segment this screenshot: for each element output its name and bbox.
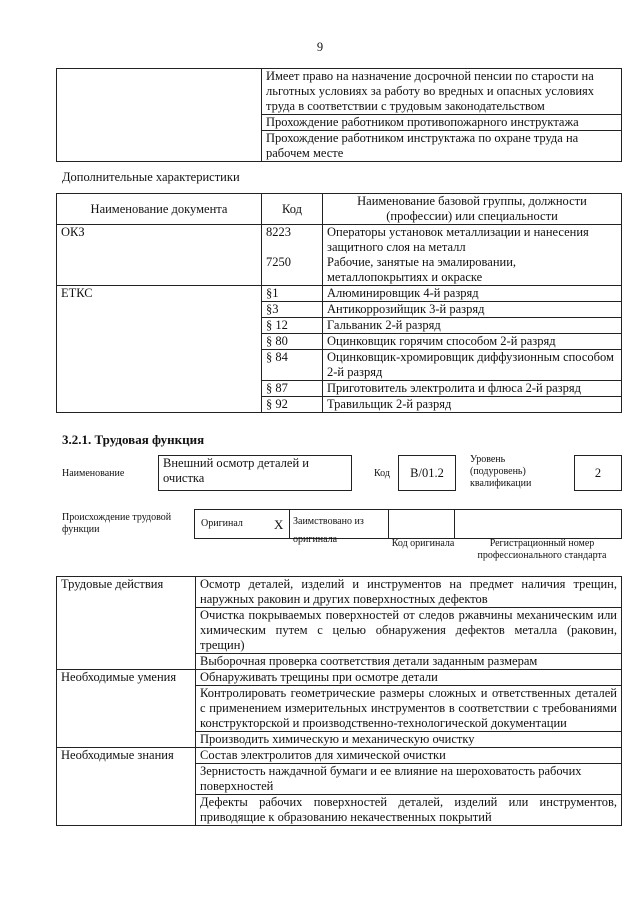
reg-number-caption: Регистрационный номер профессионального стандарта <box>477 538 607 561</box>
top-table-row: Имеет право на назначение досрочной пенсии по старости на льготных условиях за работу во вредных и опасных условиях труда в соответствии с трудовым законодательством <box>262 69 622 115</box>
extra-title: Дополнительные характеристики <box>62 170 240 184</box>
extra-header-code: Код <box>262 194 323 225</box>
reg-number-box <box>454 509 622 539</box>
code-original-box <box>388 509 455 539</box>
name-label: Наименование <box>62 468 125 479</box>
details-table <box>56 576 622 826</box>
details-group-label: Необходимые умения <box>57 670 196 748</box>
etks-name: Антикоррозийщик 3-й разряд <box>323 302 622 318</box>
code-original-caption: Код оригинала <box>391 538 455 549</box>
okz-names <box>323 225 622 286</box>
origin-label: Происхождение трудовой функции <box>62 512 172 535</box>
okz-name: Рабочие, занятые на эмалировании, металлопокрытиях и окраске <box>327 255 517 284</box>
details-item: Выборочная проверка соответствия детали заданным размерам <box>196 654 622 670</box>
extra-header-name: Наименование базовой группы, должности (профессии) или специальности <box>323 194 622 225</box>
function-heading: 3.2.1. Трудовая функция <box>62 432 205 447</box>
borrowed-label: Заимствовано из оригинала <box>293 516 364 545</box>
okz-codes <box>262 225 323 286</box>
function-code: В/01.2 <box>398 455 456 491</box>
top-table-empty-cell <box>57 69 262 162</box>
etks-name: Оцинковщик-хромировщик диффузионным способом 2-й разряд <box>323 350 622 381</box>
etks-code: §3 <box>262 302 323 318</box>
etks-code: § 92 <box>262 397 323 413</box>
level-label: Уровень (подуровень) квалификации <box>470 454 532 489</box>
page-number: 9 <box>316 40 324 54</box>
details-item: Очистка покрываемых поверхностей от следов ржавчины механическим или химическим путем с целью обнаружения дефектов металла (раковин, трещин) <box>196 608 622 654</box>
function-name: Внешний осмотр деталей и очистка <box>158 455 352 491</box>
details-item: Осмотр деталей, изделий и инструментов на предмет наличия трещин, наружных раковин и других поверхностных дефектов <box>196 577 622 608</box>
borrowed-box <box>289 509 389 545</box>
details-item: Обнаруживать трещины при осмотре детали <box>196 670 622 686</box>
extra-header-doc: Наименование документа <box>57 194 262 225</box>
details-item: Дефекты рабочих поверхностей деталей, изделий или инструментов, приводящие к образованию некачественных покрытий <box>196 795 622 826</box>
okz-name: Операторы установок металлизации и нанесения защитного слоя на металл <box>327 225 589 254</box>
top-table-row: Прохождение работником инструктажа по охране труда на рабочем месте <box>262 131 622 162</box>
details-item: Контролировать геометрические размеры сложных и ответственных деталей с применением измерительных инструментов в соответствии с требованиями конструкторской и производственно-технологической документации <box>196 686 622 732</box>
details-group-label: Необходимые знания <box>57 748 196 826</box>
etks-code: § 80 <box>262 334 323 350</box>
code-label: Код <box>374 468 390 479</box>
details-item: Производить химическую и механическую очистку <box>196 732 622 748</box>
etks-name: Травильщик 2-й разряд <box>323 397 622 413</box>
okz-doc: ОКЗ <box>57 225 262 286</box>
etks-name: Приготовитель электролита и флюса 2-й разряд <box>323 381 622 397</box>
etks-code: § 12 <box>262 318 323 334</box>
original-mark: X <box>274 517 284 532</box>
etks-name: Гальваник 2-й разряд <box>323 318 622 334</box>
etks-code: § 87 <box>262 381 323 397</box>
okz-code: 7250 <box>266 255 291 269</box>
top-table <box>56 68 622 162</box>
etks-code: § 84 <box>262 350 323 381</box>
details-item: Зернистость наждачной бумаги и ее влияние на шероховатость рабочих поверхностей <box>196 764 622 795</box>
etks-name: Алюминировщик 4-й разряд <box>323 286 622 302</box>
okz-code: 8223 <box>266 225 291 239</box>
original-label: Оригинал <box>201 518 243 529</box>
etks-doc: ЕТКС <box>57 286 262 413</box>
etks-name: Оцинковщик горячим способом 2-й разряд <box>323 334 622 350</box>
etks-code: §1 <box>262 286 323 302</box>
extra-table <box>56 193 622 413</box>
details-group-label: Трудовые действия <box>57 577 196 670</box>
original-box <box>194 509 290 539</box>
top-table-row: Прохождение работником противопожарного инструктажа <box>262 115 622 131</box>
details-item: Состав электролитов для химической очистки <box>196 748 622 764</box>
level-value: 2 <box>574 455 622 491</box>
